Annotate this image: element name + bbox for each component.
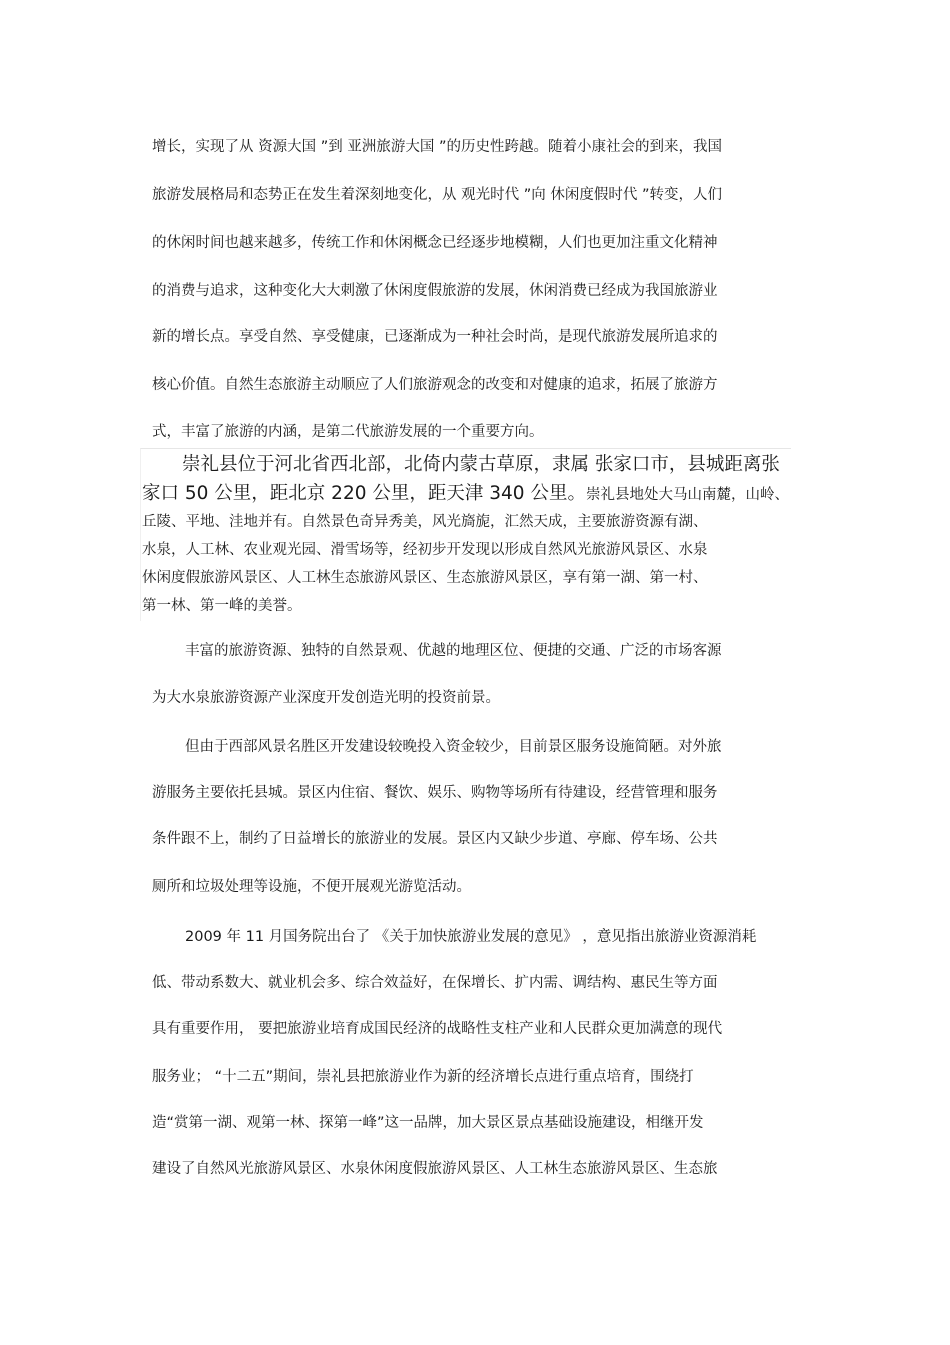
text-line: 服务业； “十二五”期间，崇礼县把旅游业作为新的经济增长点进行重点培育，围绕打 <box>152 1069 694 1085</box>
text-line: 丰富的旅游资源、独特的自然景观、优越的地理区位、便捷的交通、广泛的市场客源 <box>185 643 722 659</box>
text-line: 的消费与追求，这种变化大大刺激了休闲度假旅游的发展，休闲消费已经成为我国旅游业 <box>152 283 718 299</box>
text-line-small-part: 崇礼县地处大马山南麓，山岭、 <box>585 487 789 503</box>
text-line: 建设了自然风光旅游风景区、水泉休闲度假旅游风景区、人工林生态旅游风景区、生态旅 <box>152 1161 718 1177</box>
text-line: 但由于西部风景名胜区开发建设较晚投入资金较少，目前景区服务设施简陋。对外旅 <box>185 739 722 755</box>
text-line: 条件跟不上，制约了日益增长的旅游业的发展。景区内又缺少步道、亭廊、停车场、公共 <box>152 831 718 847</box>
text-line: 丘陵、平地、洼地并有。自然景色奇异秀美，风光旖旎，汇然天成，主要旅游资源有湖、 <box>142 514 708 530</box>
text-line-mixed <box>142 481 789 508</box>
text-line: 式，丰富了旅游的内涵，是第二代旅游发展的一个重要方向。 <box>152 424 544 440</box>
text-line-large: 崇礼县位于河北省西北部，北倚内蒙古草原，隶属 张家口市，县城距离张 <box>182 454 780 475</box>
text-line: 第一林、第一峰的美誉。 <box>142 598 302 614</box>
text-line: 新的增长点。享受自然、享受健康，已逐渐成为一种社会时尚，是现代旅游发展所追求的 <box>152 329 718 345</box>
text-line: 为大水泉旅游资源产业深度开发创造光明的投资前景。 <box>152 690 500 706</box>
text-line: 低、带动系数大、就业机会多、综合效益好，在保增长、扩内需、调结构、惠民生等方面 <box>152 975 718 991</box>
text-line: 具有重要作用， 要把旅游业培育成国民经济的战略性支柱产业和人民群众更加满意的现代 <box>152 1021 723 1037</box>
text-line: 旅游发展格局和态势正在发生着深刻地变化，从 观光时代 ”向 休闲度假时代 ”转变，人们 <box>152 187 722 203</box>
text-line: 造“赏第一湖、观第一林、探第一峰”这一品牌，加大景区景点基础设施建设，相继开发 <box>152 1115 704 1131</box>
text-line: 增长，实现了从 资源大国 ”到 亚洲旅游大国 ”的历史性跨越。随着小康社会的到来，我国 <box>152 139 722 155</box>
text-line: 水泉，人工林、农业观光园、滑雪场等，经初步开发现以形成自然风光旅游风景区、水泉 <box>142 542 708 558</box>
text-line: 游服务主要依托县城。景区内住宿、餐饮、娱乐、购物等场所有待建设，经营管理和服务 <box>152 785 718 801</box>
text-line: 核心价值。自然生态旅游主动顺应了人们旅游观念的改变和对健康的追求，拓展了旅游方 <box>152 377 718 393</box>
text-line: 厕所和垃圾处理等设施，不便开展观光游览活动。 <box>152 879 471 895</box>
text-line: 的休闲时间也越来越多，传统工作和休闲概念已经逐步地模糊，人们也更加注重文化精神 <box>152 235 718 251</box>
text-line-large-part: 家口 50 公里，距北京 220 公里，距天津 340 公里。 <box>142 483 586 504</box>
text-line: 休闲度假旅游风景区、人工林生态旅游风景区、生态旅游风景区，享有第一湖、第一村、 <box>142 570 708 586</box>
text-line: 2009 年 11 月国务院出台了 《关于加快旅游业发展的意见》 ，意见指出旅游业资源消耗 <box>185 929 757 945</box>
